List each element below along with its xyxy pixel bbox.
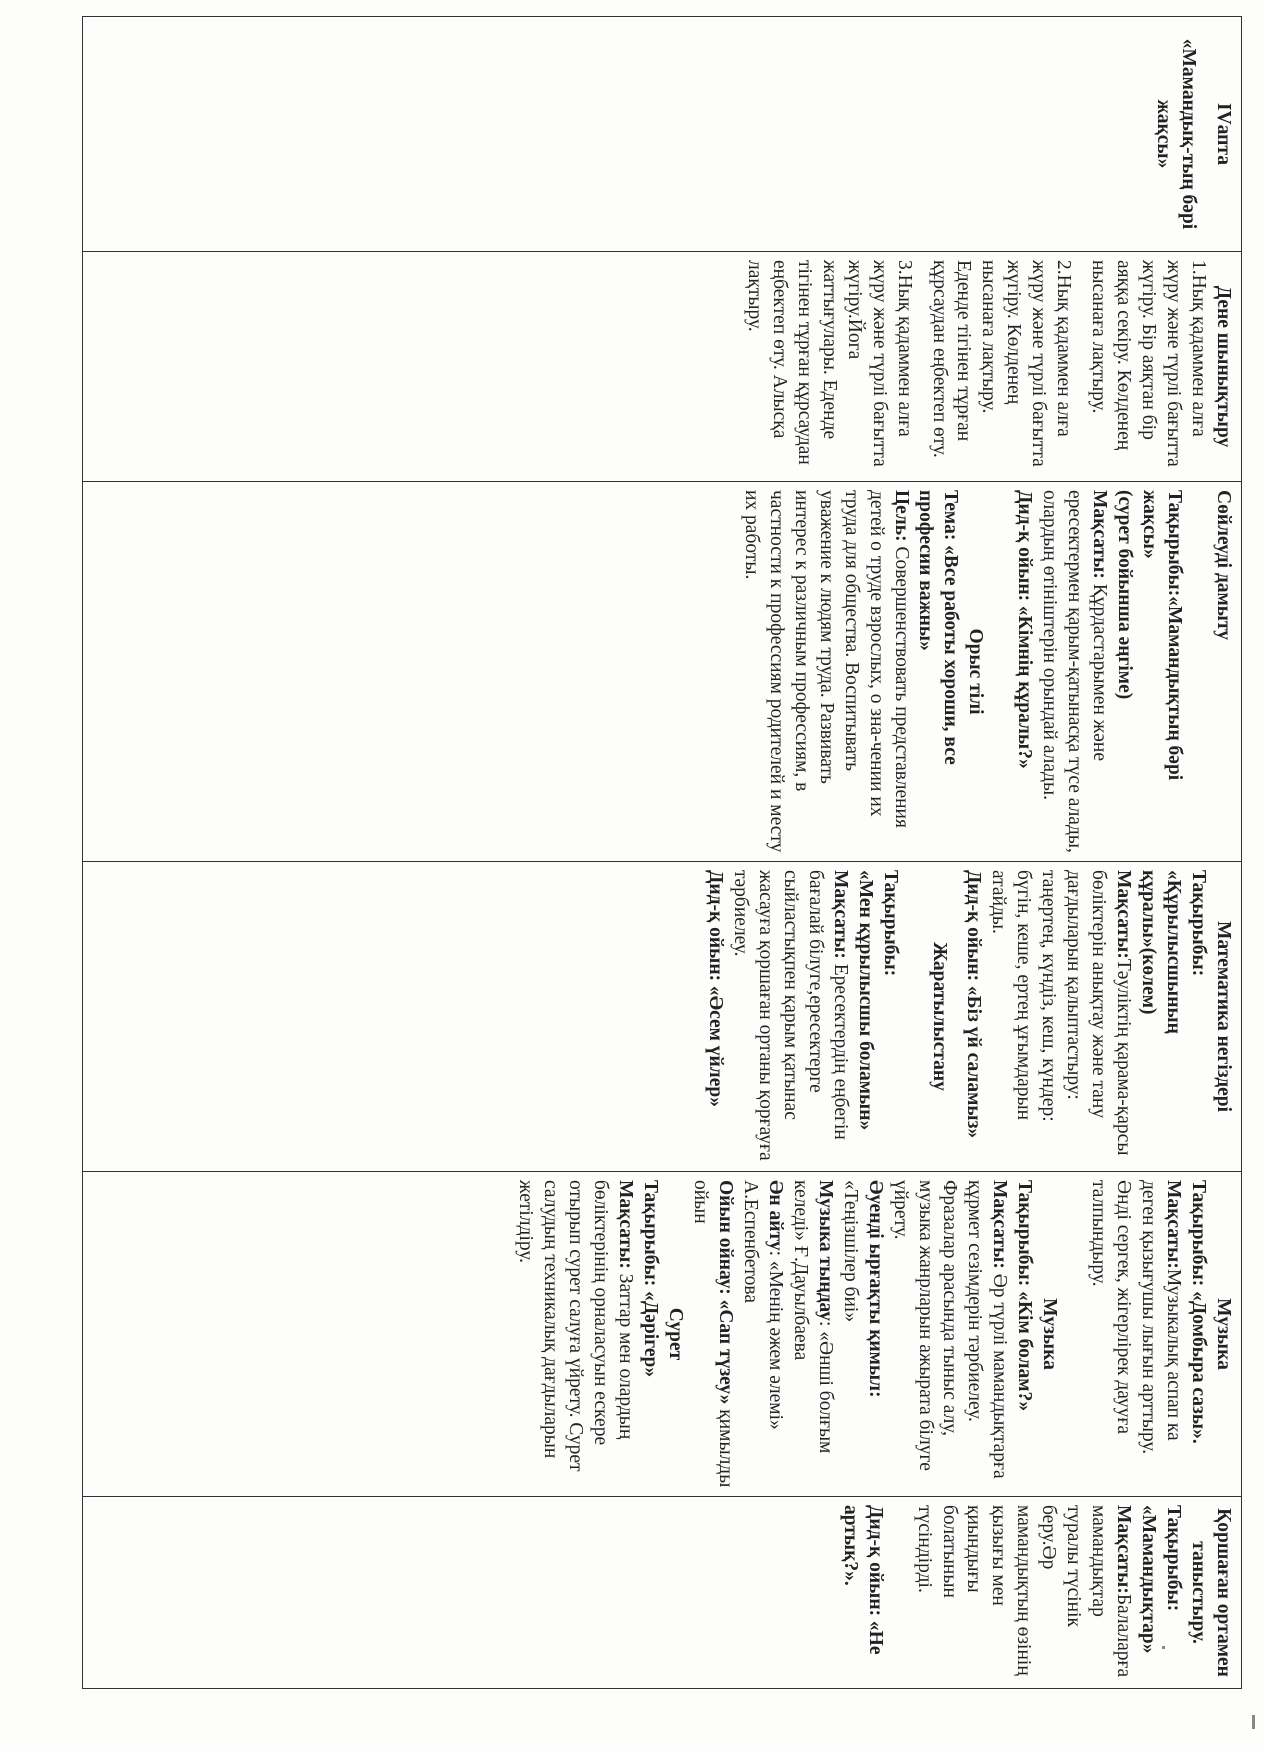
music-listen: [787, 1180, 837, 1488]
pe-title: Дене шынықтыру: [1213, 285, 1234, 448]
nature-goal-label: Мақсаты:: [829, 870, 851, 959]
music-goal-2-text: Әр түрлі мамандықтарға құрмет сезімдерін тәрбиелеу. Фразалар арасында тыныс алу, музыка жанрларын ажырата білуге үйрету.: [889, 1180, 1011, 1479]
week-label: IVапта: [1213, 103, 1234, 165]
art-topic: Тақырыбы: «Дәрігер»: [640, 1180, 662, 1378]
music-play-label: Ойын ойнау: «Сап түзеу»: [714, 1180, 736, 1405]
math-goal-label: Мақсаты:: [1113, 870, 1135, 959]
art-goal: [512, 1180, 637, 1488]
speech-goal-label: Мақсаты:: [1089, 490, 1111, 579]
speech-topic-label: Тақырыбы:: [1164, 490, 1186, 597]
music-goal-2: [887, 1180, 1012, 1488]
music-title: Музыка: [1213, 1298, 1234, 1370]
pe-item-1: 1.Нық қадаммен алға жүру және түрлі бағытта жүгіру. Бір аяқтан бір аяққа секіру. Көлденең нысанаға лақтыру.: [1088, 260, 1210, 467]
math-topic: «Құрылысшының құралы»(көлем): [1138, 870, 1185, 1034]
env-topic: Тақырыбы: «Мамандықтар»: [1138, 1505, 1185, 1654]
russian-goal-text: Совершенствовать представления детей о труде взрослых, о зна-чении их труда для общества. Воспитывать уважение к людям труда. Развивать интерес к различным профессиям, в частности к профессиям родителей и месту их работы.: [740, 490, 912, 853]
math-goal-text: Тәуліктің қарама-қарсы бөліктерін анықтау және тану дағдыларын қалыптастыру: таңертең, күндіз, кеш, күндер: бүгін, кеше, ертең ұғымдарын атайды.: [988, 870, 1135, 1156]
russian-title: Орыс тілі: [965, 628, 987, 715]
env-title: Қоршаған ортамен таныстыру.: [1188, 1508, 1234, 1677]
math-topic-label: Тақырыбы:: [1188, 870, 1210, 977]
nature-game: Дид-қ ойын: «Әсем үйлер»: [704, 870, 726, 1107]
math-cell: [83, 862, 1242, 1172]
scan-edge-mark: [1252, 1715, 1255, 1729]
music-dance-text: «Теңізшілер биі»: [839, 1180, 861, 1323]
week-theme: «Мамандық-тың бәрі жақсы»: [1153, 38, 1200, 230]
music-goal-2-label: Мақсаты:: [989, 1180, 1011, 1269]
speech-goal: [1036, 490, 1111, 853]
pe-item-2: 2.Нық қадаммен алға жүру және түрлі бағытта жүгіру. Көлденең нысанаға лақтыру. Еденде тігінен тұрған құрсаудан еңбектеп өту.: [928, 260, 1075, 467]
music-listen-text: : «Әнші болғым келеді» Ғ.Дауылбаева: [789, 1180, 836, 1454]
music-listen-label: Музыка тыңдау: [814, 1180, 836, 1321]
math-game: Дид-қ ойын: «Біз үй саламыз»: [963, 870, 985, 1139]
table-row: [83, 17, 1242, 1689]
speech-topic: [1136, 490, 1186, 853]
speech-goal-text: Құрдастарымен және ересектермен қарым-қатынасқа түсе алады, олардың өтініштерін орындай алады.: [1039, 490, 1111, 853]
environment-cell: [83, 1497, 1242, 1689]
music-topic-2: Тақырыбы: «Кім болам?»: [1014, 1180, 1036, 1412]
art-title: Сурет: [664, 1307, 686, 1361]
lesson-plan-table: [82, 16, 1242, 1689]
pe-cell: [83, 252, 1242, 482]
music-play: [687, 1180, 737, 1488]
env-goal-text: Балаларға мамандықтар туралы түсінік беру.Әр мамандықтың өзінің қызығы мен қиындығы болатынын түсіндірді.: [913, 1505, 1135, 1678]
nature-topic-label: Тақырыбы:: [879, 870, 901, 977]
music-title-2: Музыка: [1039, 1298, 1061, 1370]
week-cell: [83, 17, 1242, 252]
music-cell: [83, 1172, 1242, 1497]
music-play-text: қимылды ойын: [689, 1180, 736, 1488]
speech-topic-note: (сурет бойынша әңгіме): [1114, 490, 1136, 700]
music-goal-1-text: Музыкалық аспап ка деген қызығушы лығын арттыру. Әнді сергек, жігерлірек даууға талпындыру.: [1088, 1180, 1185, 1455]
russian-goal-label: Цель:: [890, 490, 912, 542]
speech-game: Дид-қ ойын: «Кімнің құралы?»: [1014, 490, 1036, 769]
nature-topic: «Мен құрылысшы боламын»: [854, 870, 876, 1131]
art-goal-label: Мақсаты:: [615, 1180, 637, 1269]
nature-goal-text: Ересектердің еңбегін бағалай білуге,ересектерге сыйластықпен қарым қатынас жасауға қоршаған ортаны қорғауға тәрбиелеу.: [729, 870, 851, 1161]
speech-topic-value: «Мамандықтың бәрі жақсы»: [1139, 490, 1186, 781]
russian-goal: [738, 490, 913, 853]
math-title: Математика негіздері: [1213, 920, 1234, 1113]
env-game: Дид-қ ойын: «Не артық?».: [839, 1505, 886, 1655]
env-goal: [911, 1505, 1136, 1680]
nature-title: Жаратылыстану: [928, 942, 950, 1091]
music-dance-label: Әуенді ырғақты қимыл:: [864, 1180, 886, 1398]
env-goal-label: Мақсаты:: [1113, 1505, 1135, 1594]
speech-title: Сөйлеуді дамыту: [1213, 490, 1234, 641]
math-goal: [985, 870, 1135, 1163]
pe-item-3: 3.Нық қадаммен алға жүру және түрлі бағытта жүгіру.Йога жаттығулары. Еденде тігінен тұрған құрсаудан еңбектеп өту. Алысқа лақтыру.: [743, 260, 915, 467]
nature-goal: [727, 870, 852, 1163]
music-goal-1: [1085, 1180, 1185, 1488]
rotated-table-wrapper: [82, 16, 1242, 1688]
russian-topic: Тема: «Все работы хороши, все професии важны»: [915, 490, 962, 765]
music-dance: [837, 1180, 887, 1488]
music-sing-text: : «Менің әжем әлемі» А.Еспенбетова: [739, 1180, 786, 1430]
art-goal-text: Заттар мен олардың бөліктерінің орналасуын ескере отырып сурет салуға үйрету. Сурет салудың техникалық дағдыларын жетілдіру.: [515, 1180, 637, 1472]
music-sing-label: Ән айту: [764, 1180, 786, 1251]
speech-cell: [83, 482, 1242, 862]
music-sing: [737, 1180, 787, 1488]
music-goal-1-label: Мақсаты:: [1163, 1180, 1185, 1269]
music-topic-1: Тақырыбы: «Домбыра сазы».: [1188, 1180, 1210, 1444]
